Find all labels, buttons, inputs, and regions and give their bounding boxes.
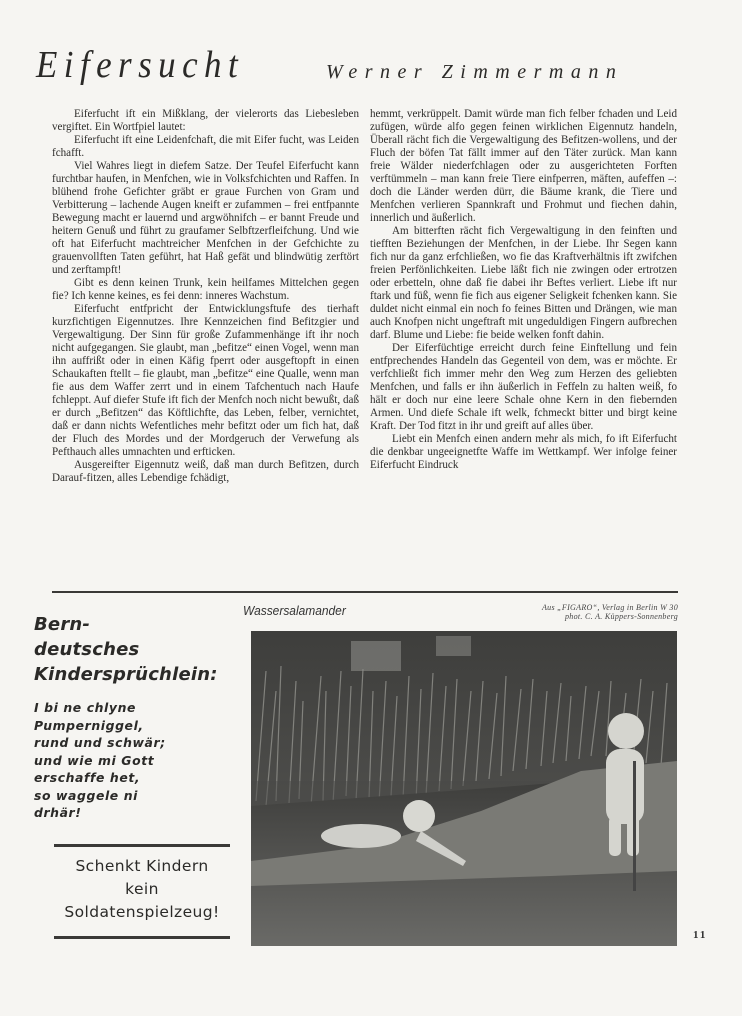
paragraph: Gibt es denn keinen Trunk, kein heilfames Mittelchen gegen fie? Ich kenne keines, es fei denn: inneres Wachstum.	[52, 277, 359, 302]
poem-title-line: Kindersprüchlein:	[34, 664, 218, 685]
page-number: 11	[693, 929, 708, 941]
photograph	[251, 631, 677, 946]
poem-title-line: deutsches	[34, 639, 140, 660]
sidebar-poem	[34, 612, 234, 822]
slogan-line: Soldatenspielzeug!	[64, 903, 220, 921]
paragraph: Ausgereifter Eigennutz weiß, daß man durch Befitzen, durch Darauf-fitzen, alles Lebendige fchädigt,	[52, 459, 359, 484]
article-title: Eifersucht	[36, 44, 245, 86]
slogan-line: kein	[125, 880, 159, 898]
article-column-right	[370, 108, 677, 472]
article-author: Werner Zimmermann	[326, 61, 624, 83]
slogan	[40, 855, 244, 924]
photo-credit-photographer: phot. C. A. Küppers-Sonnenberg	[565, 612, 678, 621]
verse-line: drhär!	[34, 805, 82, 820]
paragraph: Eiferfucht entfpricht der Entwicklungsftufe des tierhaft kurzfichtigen Eigennutzes. Ihre Kennzeichen find Befitzgier und Vergewaltigung. Der Sinn für große Zufammenhänge ift ihr noch nicht aufgegangen. Sie glaubt, man „befitze“ einen Vogel, wenn man ihn auffrißt oder in einen Käfig fperrt oder ausgeftopft in einen Schaukaften ftellt – fie glaubt, man „befitze“ eine Qualle, wenn man fie aus dem Waffer zerrt und in einem Tafchentuch nach Haufe fchleppt. Auf diefer Stufe ift fich der Menfch noch nicht bewußt, daß er durch „Befitzen“ das Köftlichfte, das Leben, felber, vernichtet, daß er dann nichts Wefentliches mehr befitzt oder um fich hat, daß der Fluch des Mordes und der Mordgeruch der Verwefung als Pefthauch alles umnachten und erfticken.	[52, 303, 359, 458]
verse-line: I bi ne chlyne	[34, 700, 137, 715]
verse-line: erschaffe het,	[34, 770, 141, 785]
poem-title	[34, 612, 234, 687]
paragraph: Am bitterften rächt fich Vergewaltigung in den feinften und tiefften Beziehungen der Menfchen, in der Liebe. Ihr Segen kann fich nur da ganz erfchließen, wo fie das Kraftverhältnis ift zwifchen freien Perfönlichkeiten. Liebe läßt fich nie zwingen oder ertrotzen oder erbetteln, ohne daß fie dabei ihr Beftes verliert. Liebe ift nur ftark und füß, wenn fie fich aus eigener Seligkeit fchenken kann. Sie duldet nicht einmal ein noch fo feines Bitten und Drängen, wie man auch Knofpen nicht ungeftraft mit ungeduldigen Fingern aufbrechen darf. Blume und Liebe: fie beide welken fonft dahin.	[370, 225, 677, 341]
slogan-rule-bottom	[54, 936, 230, 939]
poem-verse	[34, 699, 234, 822]
poem-title-line: Bern-	[34, 614, 91, 635]
photo-credit	[542, 603, 678, 621]
paragraph: Der Eiferfüchtige erreicht durch feine Einftellung und fein entfprechendes Handeln das Gegenteil von dem, was er möchte. Er verfchließt fich immer mehr den Weg zum Herzen des geliebten Menfchen, und falls er ihn äußerlich in Feffeln zu halten weiß, fo hält er doch nur eine leere Schale ohne Kern in den fiebernden Armen. Und diefe Schale ift welk, fchmeckt bitter und birgt keine Kraft. Der Tod fitzt in ihr und greift auf alles über.	[370, 342, 677, 432]
photo-children-at-pond	[251, 631, 677, 946]
verse-line: so waggele ni	[34, 787, 138, 803]
photo-credit-source: Aus „FIGARO“, Verlag in Berlin W 30	[541, 603, 678, 612]
paragraph: Eiferfucht ift eine Leidenfchaft, die mit Eifer fucht, was Leiden fchafft.	[52, 134, 359, 159]
verse-line: rund und schwär;	[34, 735, 166, 750]
article-column-left	[52, 108, 359, 485]
paragraph: hemmt, verkrüppelt. Damit würde man fich felber fchaden und Leid zufügen, würde alfo gegen feinen wirklichen Eigennutz handeln, Überall rächt fich die Vergewaltigung des Befitzen-wollens, und der Fluch der böfen Tat fällt immer auf den Täter zurück. Man kann freie Wälder niederfchlagen oder zu ausgerichteten Forften verftümmeln – man kann freie Tiere einfperren, mäften, aufeffen –: doch die Länder werden dürr, die Bäume krank, die Tiere und Menfchen verlieren Spannkraft und Frohmut und fiechen dahin, innerlich und äußerlich.	[370, 108, 677, 224]
verse-line: und wie mi Gott	[34, 752, 155, 768]
paragraph: Eiferfucht ift ein Mißklang, der vielerorts das Liebesleben vergiftet. Ein Wortfpiel lautet:	[52, 108, 359, 133]
paragraph: Viel Wahres liegt in diefem Satze. Der Teufel Eiferfucht kann furchtbar haufen, in Menfchen, wie in Volksfchichten und Raffen. In blühend frohe Gefichter gräbt er graue Furchen von Gram und Verbitterung – lachende Augen kneift er zufammen – frei entfpannte Bewegung macht er lauernd und argwöhnifch – er bannt Freude und heitern Genuß und führt zu graufamer Selbftzerfleifchung. Und wie oft hat Eiferfucht machtreicher Menfchen in der Gefchichte zu grauenvollften Taten geführt, hat Haß gefät und blindwütig zerftört und zerftampft!	[52, 160, 359, 276]
verse-line: Pumperniggel,	[34, 717, 144, 733]
paragraph: Liebt ein Menfch einen andern mehr als mich, fo ift Eiferfucht die denkbar ungeeignetfte Waffe im Wettkampf. Wer infolge feiner Eiferfucht Eindruck	[370, 433, 677, 471]
slogan-line: Schenkt Kindern	[75, 857, 209, 875]
photo-caption: Wassersalamander	[243, 603, 346, 618]
section-divider	[52, 591, 678, 593]
slogan-rule-top	[54, 844, 230, 847]
